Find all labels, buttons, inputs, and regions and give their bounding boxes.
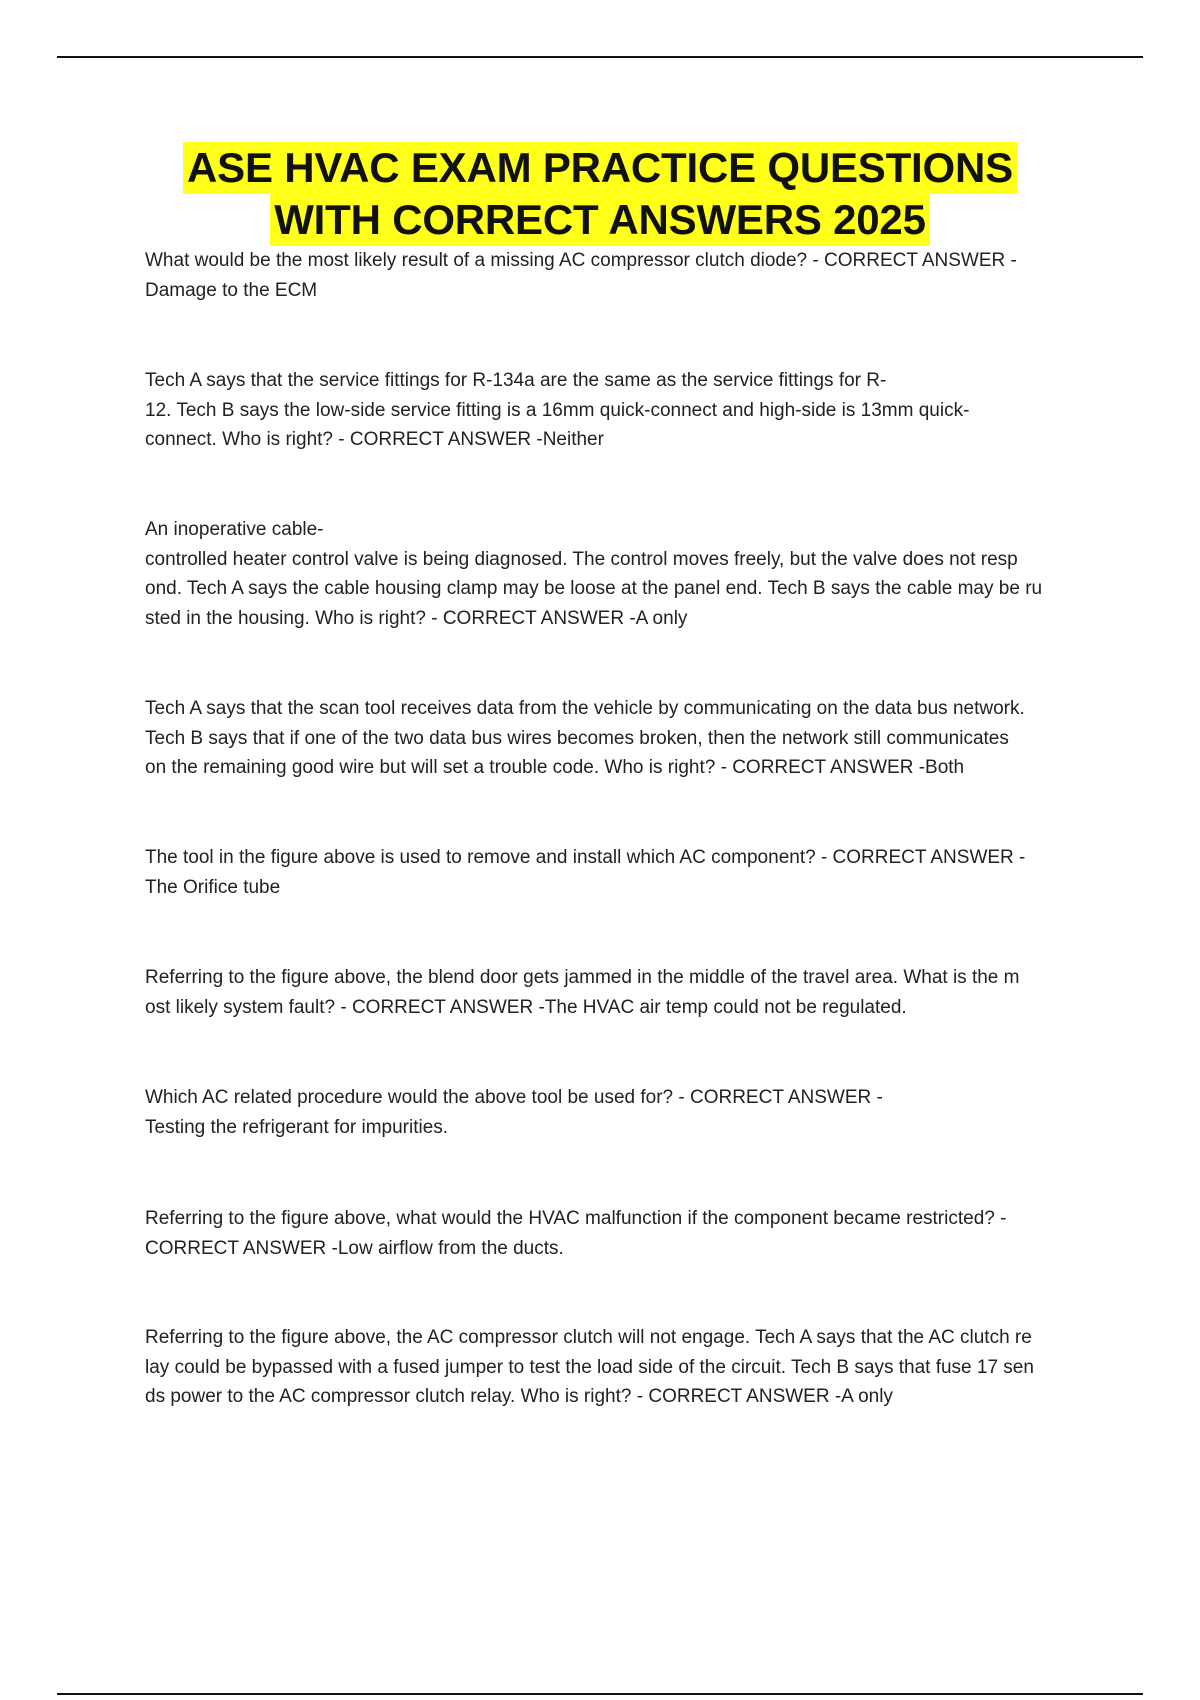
- qa-item-7: Which AC related procedure would the above tool be used for? - CORRECT ANSWER - Testing the refrigerant for impurities.: [145, 1087, 883, 1138]
- qa-item-8: Referring to the figure above, what would the HVAC malfunction if the component became restricted? - CORRECT ANSWER -Low airflow from the ducts.: [145, 1208, 1007, 1259]
- qa-item-2: Tech A says that the service fittings for R-134a are the same as the service fittings for R- 12. Tech B says the low-side service fitting is a 16mm quick-connect and high-side is 13mm quick- connect. Who is right? - CORRECT ANSWER -Neither: [145, 370, 970, 450]
- qa-item-6: Referring to the figure above, the blend door gets jammed in the middle of the travel area. What is the m ost likely system fault? - CORRECT ANSWER -The HVAC air temp could not be regulated.: [145, 967, 1020, 1018]
- qa-item-1: What would be the most likely result of a missing AC compressor clutch diode? - CORRECT ANSWER - Damage to the ECM: [145, 250, 1017, 301]
- bottom-rule: [57, 1693, 1143, 1695]
- title-line-2: WITH CORRECT ANSWERS 2025: [270, 194, 930, 246]
- qa-item-3: An inoperative cable- controlled heater control valve is being diagnosed. The control moves freely, but the valve does not resp ond. Tech A says the cable housing clamp may be loose at the panel end. Tech B says the cable may be ru sted in the housing. Who is right? - CORRECT ANSWER -A only: [145, 519, 1043, 629]
- qa-item-4: Tech A says that the scan tool receives data from the vehicle by communicating on the data bus network. Tech B says that if one of the two data bus wires becomes broken, then the network still communicates on the remaining good wire but will set a trouble code. Who is right? - CORRECT ANSWER -Both: [145, 698, 1025, 778]
- qa-item-5: The tool in the figure above is used to remove and install which AC component? - CORRECT ANSWER - The Orifice tube: [145, 847, 1026, 898]
- document-title: [60, 142, 1140, 246]
- qa-item-9: Referring to the figure above, the AC compressor clutch will not engage. Tech A says that the AC clutch re lay could be bypassed with a fused jumper to test the load side of the circuit. Tech B says that fuse 17 sen ds power to the AC compressor clutch relay. Who is right? - CORRECT ANSWER -A only: [145, 1327, 1034, 1407]
- title-line-1: ASE HVAC EXAM PRACTICE QUESTIONS: [183, 142, 1017, 194]
- top-rule: [57, 56, 1143, 58]
